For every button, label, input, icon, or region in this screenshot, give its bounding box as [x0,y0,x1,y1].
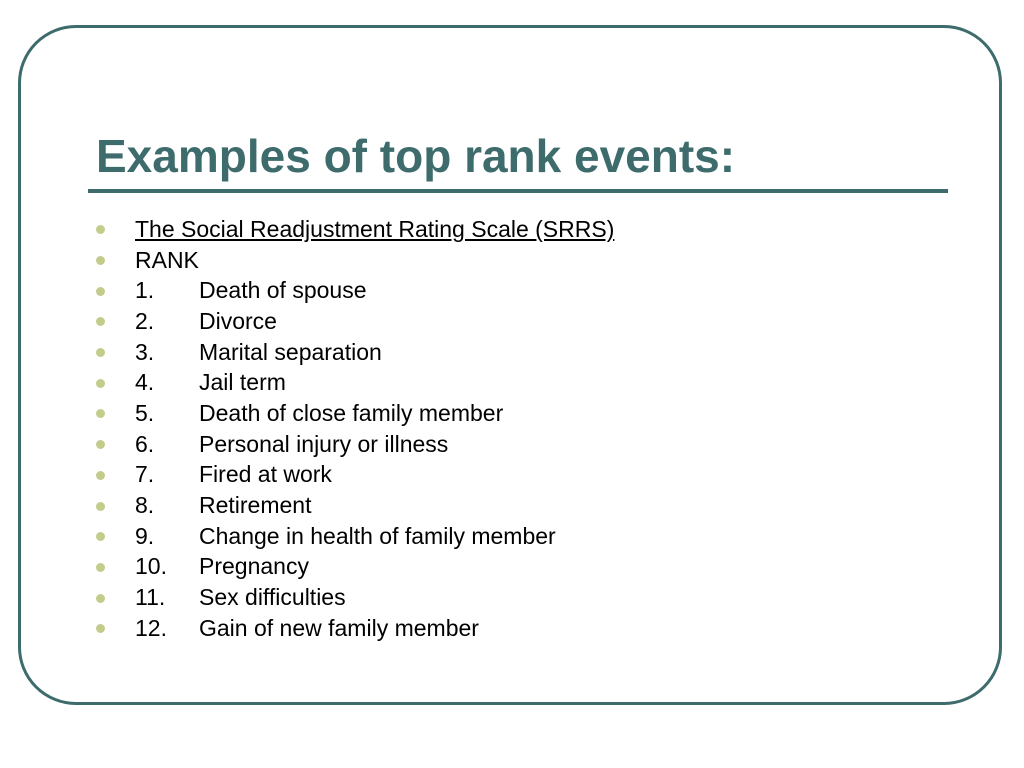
rank-number: 11. [135,584,166,611]
rank-number: 2. [135,307,155,334]
bullet-dot-icon [96,502,105,511]
scale-name: The Social Readjustment Rating Scale (SRRS) [135,215,615,242]
rank-event: Jail term [199,369,286,396]
bullet-dot-icon [96,563,105,572]
rank-number: 8. [135,492,155,519]
bullet-dot-icon [96,287,105,296]
rank-number: 12. [135,614,167,641]
rank-number: 6. [135,430,155,457]
title-divider [88,189,948,193]
bullet-dot-icon [96,379,105,388]
bullet-dot-icon [96,594,105,603]
rank-number: 4. [135,369,155,396]
rank-event: Pregnancy [199,553,309,580]
rank-event: Death of spouse [199,277,367,304]
rank-header: RANK [135,246,199,273]
rank-number: 3. [135,338,155,365]
bullet-dot-icon [96,256,105,265]
slide-title: Examples of top rank events: [96,130,736,182]
rank-event: Divorce [199,307,277,334]
rank-event: Marital separation [199,338,382,365]
rank-event: Fired at work [199,461,332,488]
rank-event: Change in health of family member [199,522,556,549]
rank-number: 7. [135,461,155,488]
rank-event: Retirement [199,492,312,519]
rank-event: Gain of new family member [199,614,479,641]
rank-number: 5. [135,399,155,426]
bullet-dot-icon [96,471,105,480]
rank-event: Personal injury or illness [199,430,449,457]
rank-number: 1. [135,277,155,304]
rank-event: Death of close family member [199,399,504,426]
rank-number: 9. [135,522,155,549]
rank-number: 10. [135,553,167,580]
rank-event: Sex difficulties [199,584,346,611]
